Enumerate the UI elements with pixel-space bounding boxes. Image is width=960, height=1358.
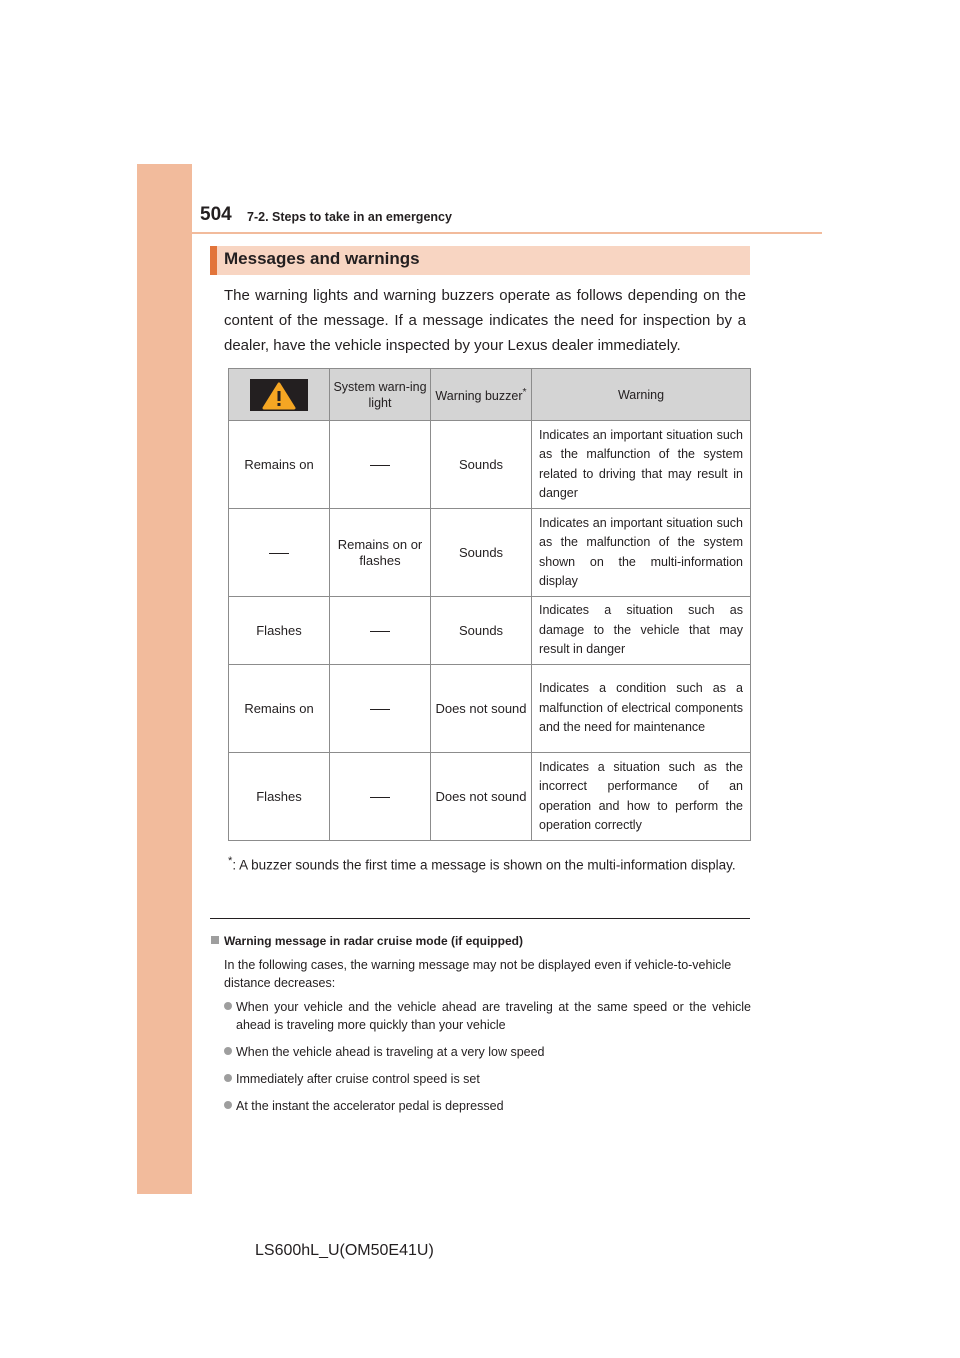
section-heading	[210, 246, 750, 275]
list-item-text: Immediately after cruise control speed is set	[236, 1072, 480, 1086]
row-warning: Indicates a situation such as the incorrect performance of an operation and how to perform the operation correctly	[532, 753, 751, 841]
row-light	[330, 665, 431, 753]
dash-mark	[370, 465, 390, 466]
footnote-mark: *	[228, 855, 233, 867]
header-system-warning-light: System warn-ing light	[330, 369, 431, 421]
section-heading-bar	[210, 246, 217, 275]
row-warning: Indicates a situation such as damage to the vehicle that may result in danger	[532, 597, 751, 665]
table-row	[229, 665, 751, 753]
dash-mark	[269, 553, 289, 554]
warning-table	[228, 368, 751, 841]
table-footnote	[228, 850, 758, 877]
row-icon-state	[229, 509, 330, 597]
dash-mark	[370, 709, 390, 710]
dash-mark	[370, 631, 390, 632]
header-rule	[192, 232, 822, 234]
bullet-dot-icon	[224, 1101, 232, 1109]
footer-model-code: LS600hL_U(OM50E41U)	[255, 1242, 434, 1259]
bullet-dot-icon	[224, 1002, 232, 1010]
section-title: Messages and warnings	[224, 249, 420, 268]
header-buzzer-label: Warning buzzer	[435, 389, 523, 404]
row-buzzer: Sounds	[431, 509, 532, 597]
row-light	[330, 753, 431, 841]
chapter-sidebar-band	[137, 164, 192, 1194]
row-icon-state: Flashes	[229, 597, 330, 665]
row-warning: Indicates an important situation such as the malfunction of the system shown on the multi-information display	[532, 509, 751, 597]
list-item-text: When your vehicle and the vehicle ahead are traveling at the same speed or the vehicle ahead is traveling more quickly than your vehicle	[236, 1000, 751, 1032]
bullet-dot-icon	[224, 1074, 232, 1082]
row-buzzer: Sounds	[431, 597, 532, 665]
table-header-row	[229, 369, 751, 421]
header-warning-buzzer	[431, 369, 532, 421]
footnote-text: : A buzzer sounds the first time a message is shown on the multi-information display.	[232, 857, 736, 873]
table-row	[229, 753, 751, 841]
table-row	[229, 421, 751, 509]
page-number: 504	[200, 204, 232, 225]
header-warning: Warning	[532, 369, 751, 421]
list-item	[224, 1043, 751, 1061]
note-section	[211, 930, 751, 1124]
row-buzzer: Does not sound	[431, 753, 532, 841]
intro-paragraph: The warning lights and warning buzzers operate as follows depending on the content of the message. If a message indicates the need for inspection by a dealer, have the vehicle inspected by your Lexus dealer immediately.	[224, 287, 746, 354]
list-item	[224, 998, 751, 1034]
header-buzzer-mark: *	[522, 386, 527, 398]
header-master-warning-icon	[229, 369, 330, 421]
row-icon-state: Remains on	[229, 421, 330, 509]
square-bullet-icon	[211, 936, 219, 944]
list-item	[224, 1097, 751, 1115]
row-buzzer: Does not sound	[431, 665, 532, 753]
list-item-text: At the instant the accelerator pedal is depressed	[236, 1099, 504, 1113]
note-paragraph: In the following cases, the warning message may not be displayed even if vehicle-to-vehicle distance decreases:	[224, 958, 732, 990]
row-icon-state: Remains on	[229, 665, 330, 753]
dash-mark	[370, 797, 390, 798]
table-row	[229, 597, 751, 665]
row-icon-state: Flashes	[229, 753, 330, 841]
note-heading	[211, 930, 751, 952]
list-item	[224, 1070, 751, 1088]
chapter-title: 7-2. Steps to take in an emergency	[247, 210, 452, 224]
row-light	[330, 421, 431, 509]
row-buzzer: Sounds	[431, 421, 532, 509]
master-warning-icon	[250, 379, 308, 411]
list-item-text: When the vehicle ahead is traveling at a very low speed	[236, 1045, 545, 1059]
note-divider	[210, 918, 750, 919]
row-warning: Indicates a condition such as a malfunction of electrical components and the need for maintenance	[532, 665, 751, 753]
row-light: Remains on or flashes	[330, 509, 431, 597]
table-row	[229, 509, 751, 597]
row-light	[330, 597, 431, 665]
bullet-dot-icon	[224, 1047, 232, 1055]
row-warning: Indicates an important situation such as the malfunction of the system related to driving that may result in danger	[532, 421, 751, 509]
note-heading-text: Warning message in radar cruise mode (if equipped)	[224, 934, 523, 948]
